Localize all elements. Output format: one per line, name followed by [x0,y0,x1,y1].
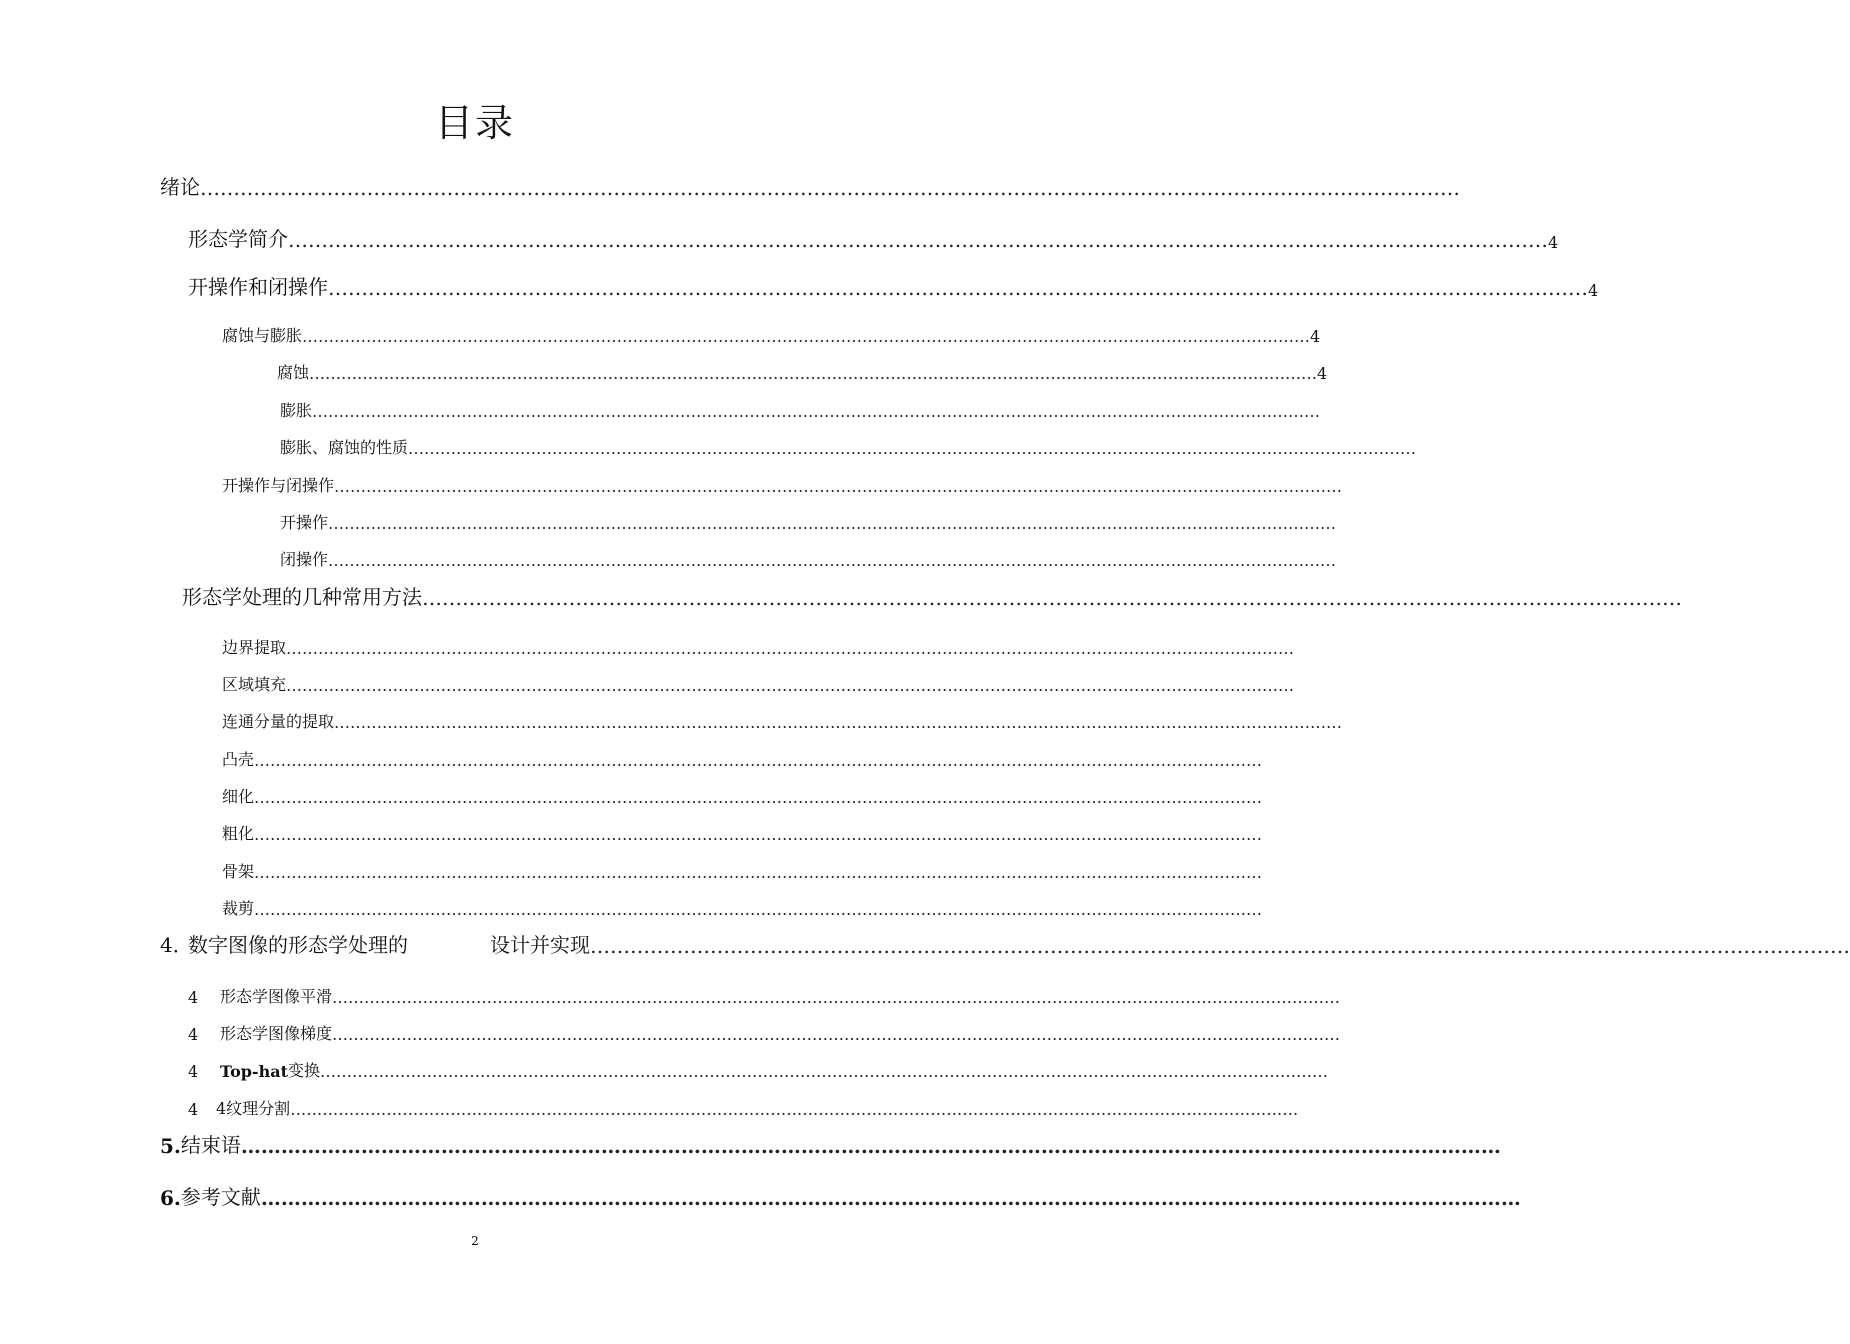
toc-entry-label: 形态学图像平滑 [220,987,333,1006]
toc-entry-label: 腐蚀与膨胀 [222,326,303,345]
toc-entry-label: 开操作 [280,513,329,532]
toc-entry-label: Top-hat [220,1062,288,1081]
toc-entry[interactable] [182,580,1682,610]
toc-entry[interactable] [222,740,1263,770]
toc-entry[interactable] [222,852,1263,882]
toc-dot-leader: ……………………………………………………………………………………………………………………………………………………………………… [254,788,1263,807]
toc-dot-leader: ……………………………………………………………………………………………………………………………………………………………………… [200,176,1460,200]
toc-entry-number: 4 [188,1100,199,1119]
toc-dot-leader: ……………………………………………………………………………………………………………………………………………………………………… [286,676,1295,695]
toc-entry[interactable] [160,170,1460,200]
toc-entry-label: 结束语 [180,1133,241,1157]
toc-entry-label: 开操作与闭操作 [222,476,335,495]
toc-entry[interactable] [160,928,1850,958]
toc-entry-number: 4 [188,988,199,1007]
toc-entry[interactable] [222,466,1343,496]
toc-entry-label: 区域填充 [222,675,287,694]
toc-entry-label: 4纹理分割 [216,1099,291,1118]
toc-entry[interactable] [160,1180,1521,1210]
toc-dot-leader: ……………………………………………………………………………………………………………………………………………………………………… [254,825,1263,844]
toc-entry[interactable] [188,1051,1328,1081]
toc-dot-leader: ……………………………………………………………………………………………………………………………………………………………………… [286,639,1295,658]
toc-page-number: 4 [1317,364,1328,383]
toc-entry[interactable] [222,702,1343,732]
toc-entry[interactable] [222,777,1263,807]
toc-dot-leader: ……………………………………………………………………………………………………………………………………………………………………… [328,514,1337,533]
toc-entry-label: 绪论 [160,175,200,199]
toc-entry-label: 裁剪 [222,899,255,918]
toc-entry[interactable] [188,977,1341,1007]
toc-dot-leader: ……………………………………………………………………………………………………………………………………………………………………… [309,364,1318,383]
toc-dot-leader: ……………………………………………………………………………………………………………………………………………………………………… [290,1100,1299,1119]
toc-entry-number: 6. [160,1186,181,1210]
toc-entry[interactable] [160,1128,1501,1158]
toc-entry-label: 开操作和闭操作 [188,275,328,299]
toc-entry[interactable] [188,222,1559,252]
toc-entry[interactable] [222,316,1321,346]
toc-entry-label: 闭操作 [280,550,329,569]
toc-dot-leader: ……………………………………………………………………………………………………………………………………………………………………… [240,1134,1501,1158]
toc-entry-label: 形态学处理的几种常用方法 [182,585,422,609]
toc-dot-leader: ……………………………………………………………………………………………………………………………………………………………………… [288,228,1548,252]
toc-entry[interactable] [280,540,1337,570]
toc-dot-leader: ……………………………………………………………………………………………………………………………………………………………………… [312,402,1321,421]
toc-dot-leader: ……………………………………………………………………………………………………………………………………………………………………… [254,863,1263,882]
toc-dot-leader: ……………………………………………………………………………………………………………………………………………………………………… [328,276,1588,300]
toc-entry-number: 4 [188,1025,199,1044]
toc-dot-leader: ……………………………………………………………………………………………………………………………………………………………………… [332,988,1341,1007]
toc-entry-label: 腐蚀 [277,363,310,382]
toc-entry-label-continued: 设计并实现 [490,933,590,957]
toc-entry-number: 4． [160,933,193,957]
toc-dot-leader: ……………………………………………………………………………………………………………………………………………………………………… [408,439,1417,458]
toc-entry-number: 5. [160,1134,181,1158]
toc-dot-leader: ……………………………………………………………………………………………………………………………………………………………………… [319,1062,1328,1081]
toc-entry[interactable] [188,1014,1341,1044]
toc-entry-label: 边界提取 [222,638,287,657]
toc-entry[interactable] [188,1089,1299,1119]
toc-entry[interactable] [222,814,1263,844]
toc-page-number: 4 [1310,327,1321,346]
toc-entry-label: 膨胀、腐蚀的性质 [280,438,409,457]
toc-entry-label: 粗化 [222,824,255,843]
toc-dot-leader: ……………………………………………………………………………………………………………………………………………………………………… [254,751,1263,770]
toc-dot-leader: ……………………………………………………………………………………………………………………………………………………………………… [328,551,1337,570]
toc-dot-leader: ……………………………………………………………………………………………………………………………………………………………………… [422,586,1682,610]
toc-entry-label: 连通分量的提取 [222,712,335,731]
toc-entry[interactable] [222,889,1263,919]
toc-entry-label: 凸壳 [222,750,255,769]
toc-entry-label: 参考文献 [180,1185,261,1209]
toc-entry-label: 形态学简介 [188,227,288,251]
toc-entry-label: 骨架 [222,862,255,881]
footer-page-number: 2 [471,1234,479,1248]
toc-entry[interactable] [280,503,1337,533]
toc-dot-leader: ……………………………………………………………………………………………………………………………………………………………………… [590,934,1850,958]
toc-entry[interactable] [222,628,1295,658]
toc-entry[interactable] [277,353,1328,383]
toc-dot-leader: ……………………………………………………………………………………………………………………………………………………………………… [260,1186,1521,1210]
toc-title: 目录 [434,101,515,145]
toc-entry-label: 膨胀 [280,401,313,420]
toc-entry-label: 形态学图像梯度 [220,1024,333,1043]
toc-entry[interactable] [280,391,1321,421]
toc-entry[interactable] [280,428,1417,458]
toc-dot-leader: ……………………………………………………………………………………………………………………………………………………………………… [332,1025,1341,1044]
toc-dot-leader: ……………………………………………………………………………………………………………………………………………………………………… [254,900,1263,919]
toc-dot-leader: ……………………………………………………………………………………………………………………………………………………………………… [334,713,1343,732]
toc-dot-leader: ……………………………………………………………………………………………………………………………………………………………………… [334,477,1343,496]
toc-dot-leader: ……………………………………………………………………………………………………………………………………………………………………… [302,327,1311,346]
toc-entry-label-continued: 变换 [287,1061,320,1080]
toc-page-number: 4 [1548,233,1559,252]
toc-entry-label: 数字图像的形态学处理的 [188,933,408,957]
toc-entry[interactable] [188,270,1599,300]
toc-entry-label: 细化 [222,787,255,806]
toc-page-number: 4 [1588,281,1599,300]
toc-entry[interactable] [222,665,1295,695]
toc-entry-number: 4 [188,1062,199,1081]
